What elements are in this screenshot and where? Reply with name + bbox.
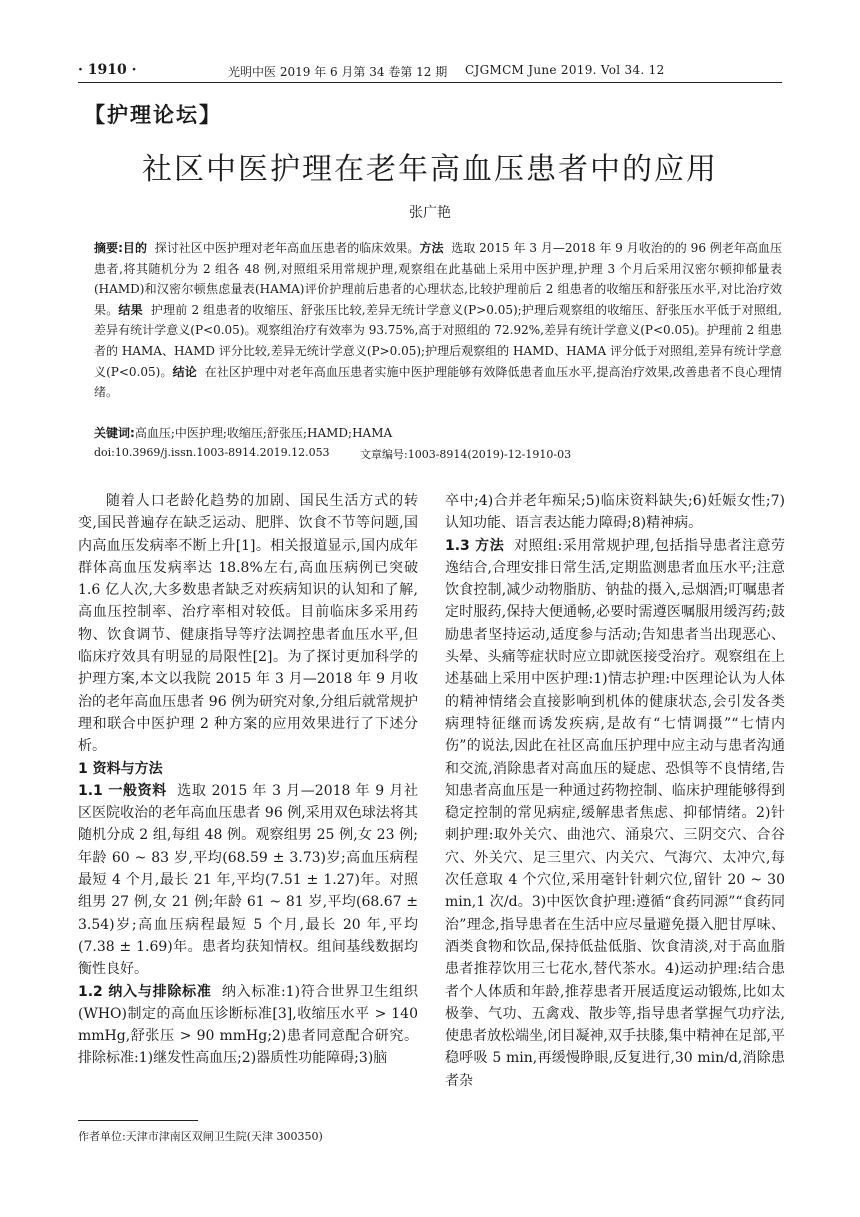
section-1-1-label: 1.1 一般资料: [78, 782, 167, 799]
section-1-2: [78, 981, 418, 1070]
section-1-1-text: 选取 2015 年 3 月—2018 年 9 月社区医院收治的老年高血压患者 96 例,采用双色球法将其随机分成 2 组,每组 48 例。观察组男 25 例,女 23 例;年龄 60 ~ 83 岁,平均(68.59 ± 3.73)岁;高血压病程最短 4 个月,最长 21 年,平均(7.51 ± 1.27)年。对照组男 27 例,女 21 例;年龄 61 ~ 81 岁,平均(68.67 ± 3.54)岁;高血压病程最短 5 个月,最长 20 年,平均(7.38 ± 1.69)年。患者均获知情权。组间基线数据均衡性良好。: [78, 782, 418, 978]
article-number: 文章编号:1003-8914(2019)-12-1910-03: [360, 448, 572, 461]
section-1-3-text: 对照组:采用常规护理,包括指导患者注意劳逸结合,合理安排日常生活,定期监测患者血压水平;注意饮食控制,减少动物脂肪、钠盐的摄入,忌烟酒;叮嘱患者定时服药,保持大便通畅,必要时需遵医嘱服用缓泻药;鼓励患者坚持运动,适度参与活动;告知患者当出现恶心、头晕、头痛等症状时应立即就医接受治疗。观察组在上述基础上采用中医护理:1)情志护理:中医理论认为人体的精神情绪会直接影响到机体的健康状态,会引发各类病理特征继而诱发疾病,是故有“七情调摄”“七情内伤”的说法,因此在社区高血压护理中应主动与患者沟通和交流,消除患者对高血压的疑虑、恐惧等不良情绪,告知患者高血压是一种通过药物控制、临床护理能够得到稳定控制的常见病症,缓解患者焦虑、抑郁情绪。2)针刺护理:取外关穴、曲池穴、涌泉穴、三阴交穴、合谷穴、外关穴、足三里穴、内关穴、气海穴、太冲穴,每次任意取 4 个穴位,采用毫针针刺穴位,留针 20 ~ 30 min,1 次/d。3)中医饮食护理:遵循“食药同源”“食药同治”理念,指导患者在生活中应尽量避免摄入肥甘厚味、酒类食物和饮品,保持低盐低脂、饮食清淡,对于高血脂患者推荐饮用三七花水,替代茶水。4)运动护理:结合患者个人体质和年龄,推荐患者开展适度运动锻炼,比如太极拳、气功、五禽戏、散步等,指导患者掌握气功疗法,使患者放松端坐,闭目凝神,双手扶膝,集中精神在足部,平稳呼吸 5 min,再缓慢睁眼,反复进行,30 min/d,消除患者杂: [445, 537, 785, 1089]
article-title: 社区中医护理在老年高血压患者中的应用: [142, 152, 718, 187]
abstract-label: 摘要:: [94, 241, 123, 255]
conclusion-label: 结论: [172, 364, 197, 379]
section-1-3-label: 1.3 方法: [445, 537, 505, 554]
conclusion-text: 在社区护理中对老年高血压患者实施中医护理能够有效降低患者血压水平,提高治疗效果,改善患者不良心理情绪。: [94, 364, 782, 400]
keywords-text: 高血压;中医护理;收缩压;舒张压;HAMD;HAMA: [134, 426, 393, 440]
running-header: [78, 60, 782, 83]
author-affiliation: 作者单位:天津市津南区双闸卫生院(天津 300350): [78, 1130, 323, 1143]
section-1-1: [78, 780, 418, 981]
body-left-column: [78, 490, 418, 1070]
intro-paragraph: 随着人口老龄化趋势的加剧、国民生活方式的转变,国民普遍存在缺乏运动、肥胖、饮食不节等问题,国内高血压发病率不断上升[1]。相关报道显示,国内成年群体高血压发病率达 18.8%左右,高血压病例已突破 1.6 亿人次,大多数患者缺乏对疾病知识的认知和了解,高血压控制率、治疗率相对较低。目前临床多采用药物、饮食调节、健康指导等疗法调控患者血压水平,但临床疗效具有明显的局限性[2]。为了探讨更加科学的护理方案,本文以我院 2015 年 3 月—2018 年 9 月收治的老年高血压患者 96 例为研究对象,分组后就常规护理和联合中医护理 2 种方案的应用效果进行了下述分析。: [78, 493, 418, 755]
page-number: · 1910 ·: [78, 62, 137, 78]
doi: doi:10.3969/j.issn.1003-8914.2019.12.053: [94, 446, 330, 459]
abstract: [94, 238, 782, 403]
column-label: 【护理论坛】: [84, 103, 222, 127]
keywords-label: 关键词:: [94, 426, 135, 440]
journal-name-cn: 光明中医 2019 年 6 月第 34 卷第 12 期: [228, 65, 448, 79]
author: 张广艳: [409, 205, 451, 221]
continued-paragraph: 卒中;4)合并老年痴呆;5)临床资料缺失;6)妊娠女性;7)认知功能、语言表达能力障碍;8)精神病。: [445, 493, 785, 532]
purpose-text: 探讨社区中医护理对老年高血压患者的临床效果。: [154, 241, 420, 255]
body-right-column: [445, 490, 785, 1092]
journal-name-en: CJGMCM June 2019. Vol 34. 12: [465, 63, 665, 77]
footnote-divider: [78, 1120, 198, 1121]
method-text: 选取 2015 年 3 月—2018 年 9 月收治的的 96 例老年高血压患者,将其随机分为 2 组各 48 例,对照组采用常规护理,观察组在此基础上采用中医护理,护理 3 个月后采用汉密尔顿抑郁量表(HAMD)和汉密尔顿焦虑量表(HAMA)评价护理前后患者的心理状态,比较护理前后 2 组患者的收缩压和舒张压水平,对比治疗效果。: [94, 241, 782, 317]
section-heading-1: 1 资料与方法: [78, 760, 163, 777]
result-label: 结果: [118, 302, 143, 317]
keywords: [94, 424, 782, 441]
section-1-3: [445, 535, 785, 1092]
section-1-2-text: 纳入标准:1)符合世界卫生组织(WHO)制定的高血压诊断标准[3],收缩压水平 > 140 mmHg,舒张压 > 90 mmHg;2)患者同意配合研究。排除标准:1)继发性高血压;2)器质性功能障碍;3)脑: [78, 983, 418, 1067]
method-label: 方法: [419, 241, 444, 255]
purpose-label: 目的: [122, 241, 147, 255]
section-1-2-label: 1.2 纳入与排除标准: [78, 983, 212, 1000]
result-text: 护理前 2 组患者的收缩压、舒张压比较,差异无统计学意义(P>0.05);护理后观察组的收缩压、舒张压水平低于对照组,差异有统计学意义(P<0.05)。观察组治疗有效率为 93.75%,高于对照组的 72.92%,差异有统计学意义(P<0.05)。护理前 2 组患者的 HAMA、HAMD 评分比较,差异无统计学意义(P>0.05);护理后观察组的 HAMD、HAMA 评分低于对照组,差异有统计学意义(P<0.05)。: [94, 302, 782, 379]
